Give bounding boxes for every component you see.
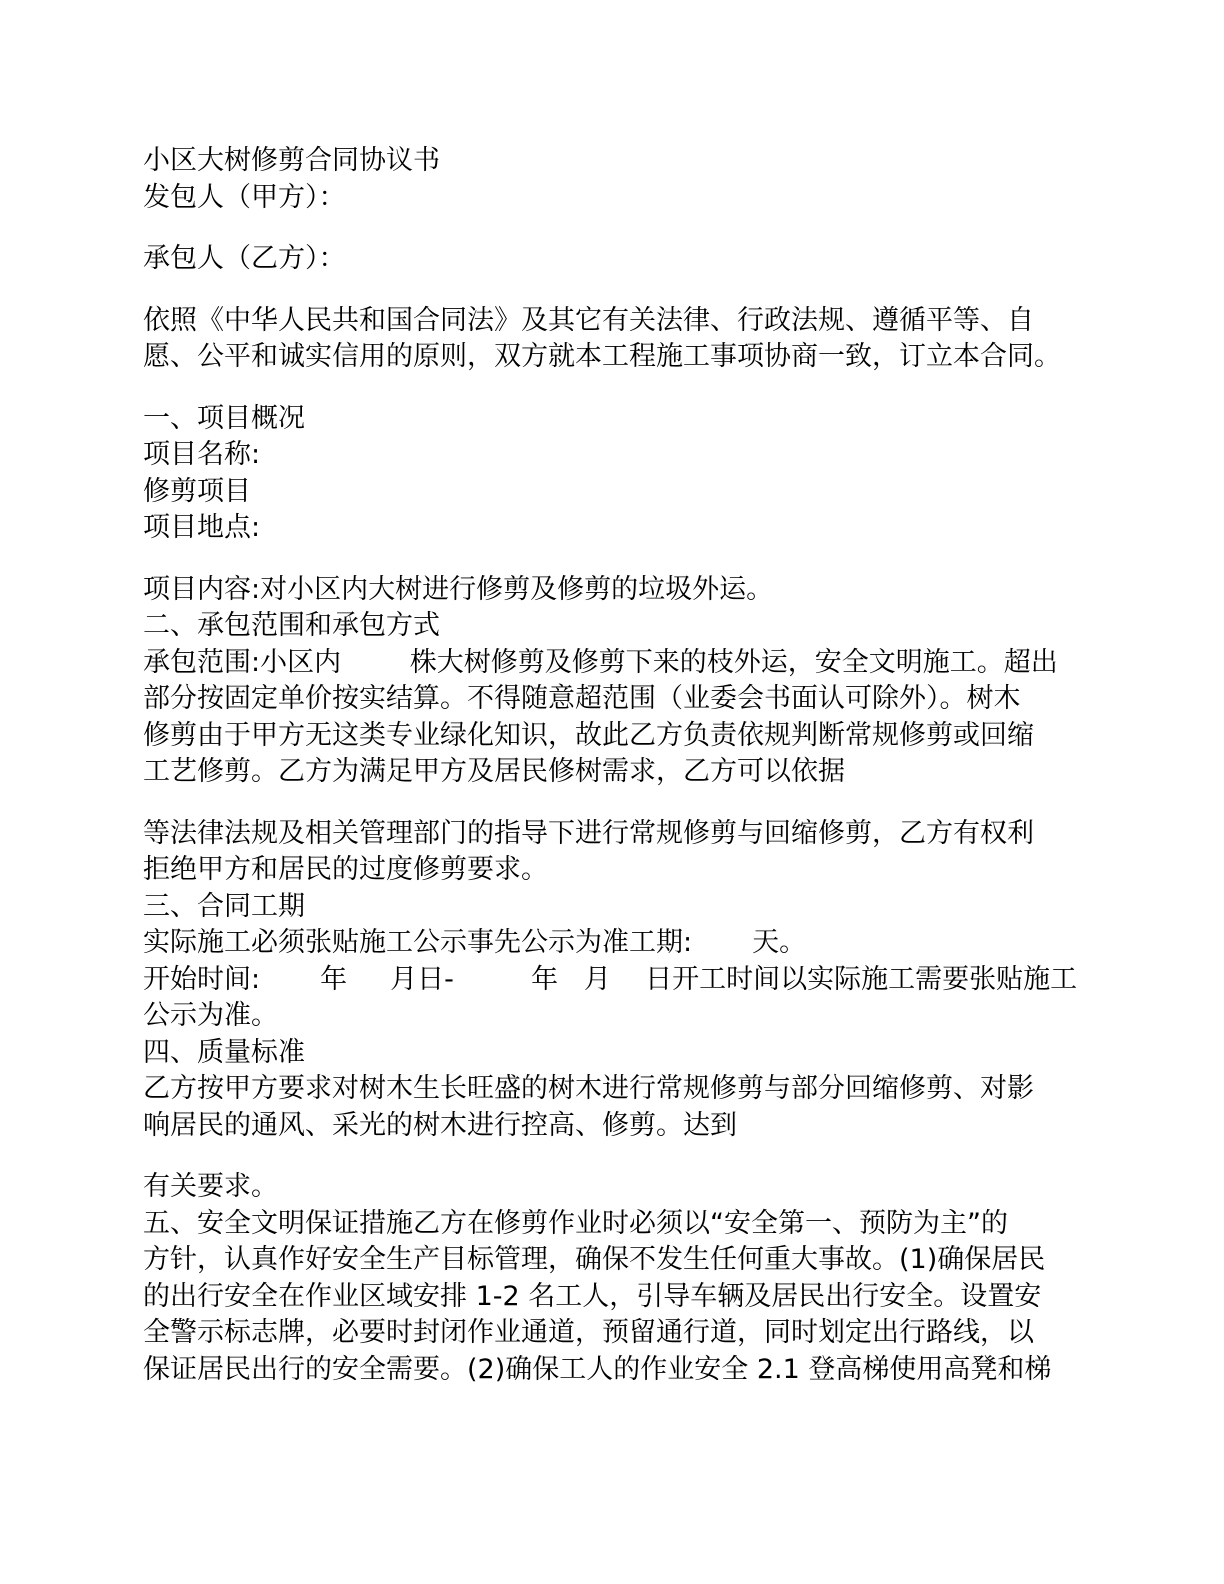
document-body xyxy=(143,143,1078,1388)
preamble-line: 依照《中华人民共和国合同法》及其它有关法律、行政法规、遵循平等、自 xyxy=(143,304,1034,336)
section4-line: 乙方按甲方要求对树木生长旺盛的树木进行常规修剪与部分回缩修剪、对影 xyxy=(143,1073,1034,1104)
section5-line: 的出行安全在作业区域安排 1-2 名工人，引导车辆及居民出行安全。设置安 xyxy=(143,1280,1042,1312)
section2-line: 等法律法规及相关管理部门的指导下进行常规修剪与回缩修剪，乙方有权利 xyxy=(143,817,1034,849)
section4-line: 响居民的通风、采光的树木进行控高、修剪。达到 xyxy=(143,1109,737,1141)
section2-line: 承包范围:小区内 株大树修剪及修剪下来的枝外运，安全文明施工。超出 xyxy=(143,646,1058,678)
section1-heading: 一、项目概况 xyxy=(143,402,305,434)
preamble-line: 愿、公平和诚实信用的原则，双方就本工程施工事项协商一致，订立本合同。 xyxy=(143,341,1061,372)
section3-line: 公示为准。 xyxy=(143,1000,278,1031)
section2-line: 拒绝甲方和居民的过度修剪要求。 xyxy=(143,854,548,885)
section2-line: 修剪由于甲方无这类专业绿化知识，故此乙方负责依规判断常规修剪或回缩 xyxy=(143,719,1034,751)
section3-line: 实际施工必须张贴施工公示事先公示为准工期: 天。 xyxy=(143,927,807,958)
section5-line: 全警示标志牌，必要时封闭作业通道，预留通行道，同时划定出行路线，以 xyxy=(143,1317,1034,1348)
project-name-label: 项目名称: xyxy=(143,439,261,470)
section5-line: 五、安全文明保证措施乙方在修剪作业时必须以“安全第一、预防为主”的 xyxy=(143,1207,1008,1239)
section3-heading: 三、合同工期 xyxy=(143,890,305,922)
project-name-value: 修剪项目 xyxy=(143,475,251,507)
section5-line: 保证居民出行的安全需要。(2)确保工人的作业安全 2.1 登高梯使用高凳和梯 xyxy=(143,1353,1052,1385)
party-a-label: 发包人（甲方）： xyxy=(143,181,346,213)
document-title: 小区大树修剪合同协议书 xyxy=(143,145,440,176)
section3-line: 开始时间: 年 月日- 年 月 日开工时间以实际施工需要张贴施工 xyxy=(143,963,1078,995)
party-b-label: 承包人（乙方）： xyxy=(143,243,346,274)
section2-heading: 二、承包范围和承包方式 xyxy=(143,610,440,641)
section5-line: 方针，认真作好安全生产目标管理，确保不发生任何重大事故。(1)确保居民 xyxy=(143,1244,1046,1275)
section4-line: 有关要求。 xyxy=(143,1171,278,1202)
section2-line: 部分按固定单价按实结算。不得随意超范围（业委会书面认可除外）。树木 xyxy=(143,683,1021,714)
project-content: 项目内容:对小区内大树进行修剪及修剪的垃圾外运。 xyxy=(143,573,774,605)
section4-heading: 四、质量标准 xyxy=(143,1036,305,1068)
project-location-label: 项目地点: xyxy=(143,512,261,543)
section2-line: 工艺修剪。乙方为满足甲方及居民修树需求，乙方可以依据 xyxy=(143,756,845,787)
